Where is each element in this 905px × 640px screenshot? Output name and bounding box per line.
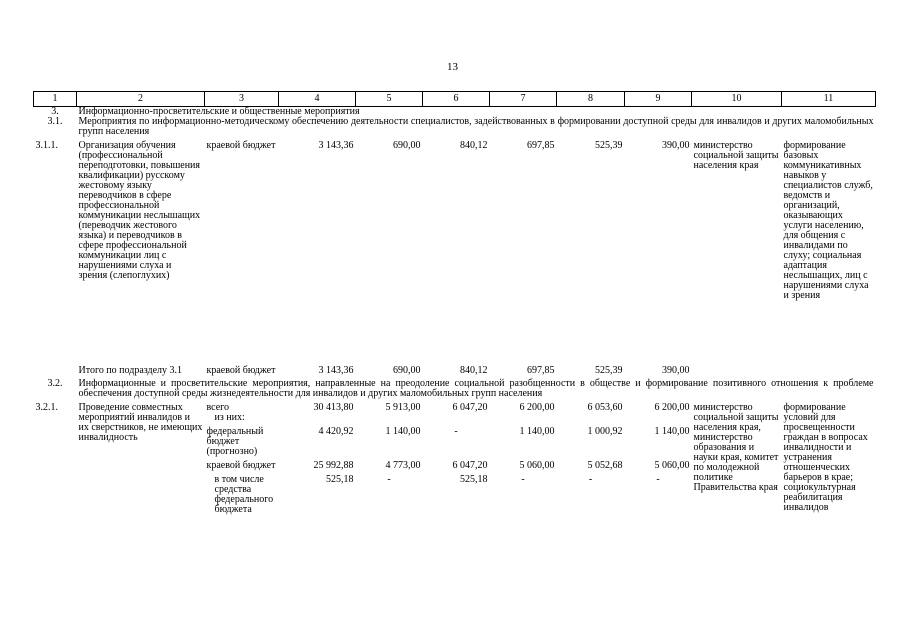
amount-year: 5 913,00 — [385, 402, 421, 413]
measure-number: 3.2.1. — [35, 402, 58, 413]
program-table — [33, 91, 876, 515]
col-header: 7 — [490, 92, 557, 107]
amount-year — [557, 413, 625, 423]
amount-year: 697,85 — [527, 140, 555, 151]
col-header: 2 — [77, 92, 205, 107]
amount-year: 6 200,00 — [654, 402, 690, 413]
col-header: 3 — [205, 92, 279, 107]
amount-year: 690,00 — [393, 140, 421, 151]
amount-year: 5 060,00 — [519, 460, 555, 471]
amount-year: 1 140,00 — [519, 426, 555, 437]
subsection-title: Мероприятия по информационно-методическому обеспечению деятельности специалистов, задействованных в формировании доступной среды для инвалидов и других маломобильных групп населения — [78, 116, 874, 137]
amount-year: 525,39 — [595, 365, 623, 376]
measure-number: 3.1.1. — [35, 140, 58, 151]
amount-year: 690,00 — [393, 365, 421, 376]
amount-year: 390,00 — [662, 140, 690, 151]
amount-year: 840,12 — [460, 140, 488, 151]
amount-total: 25 992,88 — [313, 460, 354, 471]
col-header: 1 — [34, 92, 77, 107]
col-header: 4 — [279, 92, 356, 107]
funding-source: в том числе средства федерального бюджета — [214, 474, 274, 515]
subsection-number: 3.1. — [47, 116, 63, 127]
subsection-row — [34, 117, 876, 137]
section-number: 3. — [51, 106, 59, 117]
amount-year: - — [454, 426, 458, 437]
section-title: Информационно-просветительские и общественные мероприятия — [78, 106, 360, 117]
col-header: 6 — [423, 92, 490, 107]
column-number-row — [34, 92, 876, 107]
page-number: 13 — [447, 61, 458, 73]
amount-year: 4 773,00 — [385, 460, 421, 471]
amount-year: 5 060,00 — [654, 460, 690, 471]
amount-year: 6 200,00 — [519, 402, 555, 413]
amount-year: 1 140,00 — [385, 426, 421, 437]
subsection-title: Информационные и просветительские мероприятия, направленные на преодоление социальной разобщенности в обществе и формирование позитивного отношения к проблеме обеспечения доступной среды жизнедеятельности для инвалидов и других маломобильных групп населения — [78, 378, 874, 399]
col-header: 9 — [625, 92, 692, 107]
amount-year: 525,39 — [595, 140, 623, 151]
subtotal-row — [34, 366, 876, 376]
funding-source: краевой бюджет — [206, 460, 276, 471]
col-header: 11 — [782, 92, 876, 107]
expected-result: формирование базовых коммуникативных навыков у специалистов служб, ведомств и организаций, оказывающих услуги населению, для общения с инвалидами по слуху; социальная адаптация неслышащих, лиц с нарушениями слуха и зрения — [783, 140, 873, 301]
measure-name: Проведение совместных мероприятий инвалидов и их сверстников, не имеющих инвалидность — [78, 402, 203, 443]
expected-result: формирование условий для просвещенности граждан в вопросах инвалидности и устранения отношенческих барьеров в крае; социокультурная реабилитация инвалидов — [783, 402, 868, 513]
amount-total: 3 143,36 — [318, 365, 354, 376]
subsection-row — [34, 376, 876, 399]
amount-year: - — [588, 474, 593, 485]
measure-name: Организация обучения (профессиональной переподготовки, повышения квалификации) русскому жестовому языку переводчиков в сфере профессиональной коммуникации неслышащих (переводчик жестового языка) и переводчиков в сфере профессиональной коммуникации лиц с нарушениями слуха и зрения (слепоглухих) — [78, 140, 201, 281]
funding-source: всего — [206, 402, 230, 413]
amount-year: 697,85 — [527, 365, 555, 376]
amount-year: 5 052,68 — [587, 460, 623, 471]
amount-year: - — [387, 474, 391, 485]
amount-year: 6 047,20 — [452, 460, 488, 471]
col-header: 10 — [692, 92, 782, 107]
amount-total: 4 420,92 — [318, 426, 354, 437]
amount-year: 6 053,60 — [587, 402, 623, 413]
measure-row — [34, 399, 876, 413]
amount-year: 390,00 — [662, 365, 690, 376]
amount-year: 525,18 — [460, 474, 488, 485]
funding-source: из них: — [214, 412, 245, 423]
executor: министерство социальной защиты населения края — [693, 140, 779, 171]
amount-total: 3 143,36 — [318, 140, 354, 151]
amount-year — [625, 413, 692, 423]
amount-year — [356, 413, 423, 423]
col-header: 8 — [557, 92, 625, 107]
amount-year — [423, 413, 490, 423]
amount-year: - — [656, 474, 660, 485]
subsection-number: 3.2. — [47, 378, 63, 389]
funding-source: краевой бюджет — [206, 140, 276, 151]
amount-total: 525,18 — [326, 474, 354, 485]
amount-year: 840,12 — [460, 365, 488, 376]
measure-row — [34, 137, 876, 366]
executor: министерство социальной защиты населения края, министерство образования и науки края, комитет по молодежной политике Правительства края — [693, 402, 779, 493]
subtotal-label: Итого по подразделу 3.1 — [78, 365, 183, 376]
col-header: 5 — [356, 92, 423, 107]
amount-year: 1 140,00 — [654, 426, 690, 437]
amount-year — [490, 413, 557, 423]
funding-source: федеральный бюджет (прогнозно) — [206, 426, 264, 457]
amount-year: 1 000,92 — [587, 426, 623, 437]
amount-year: 6 047,20 — [452, 402, 488, 413]
amount-total: 30 413,80 — [313, 402, 354, 413]
funding-source: краевой бюджет — [206, 365, 276, 376]
amount-year: - — [521, 474, 525, 485]
amount-total — [279, 413, 356, 423]
